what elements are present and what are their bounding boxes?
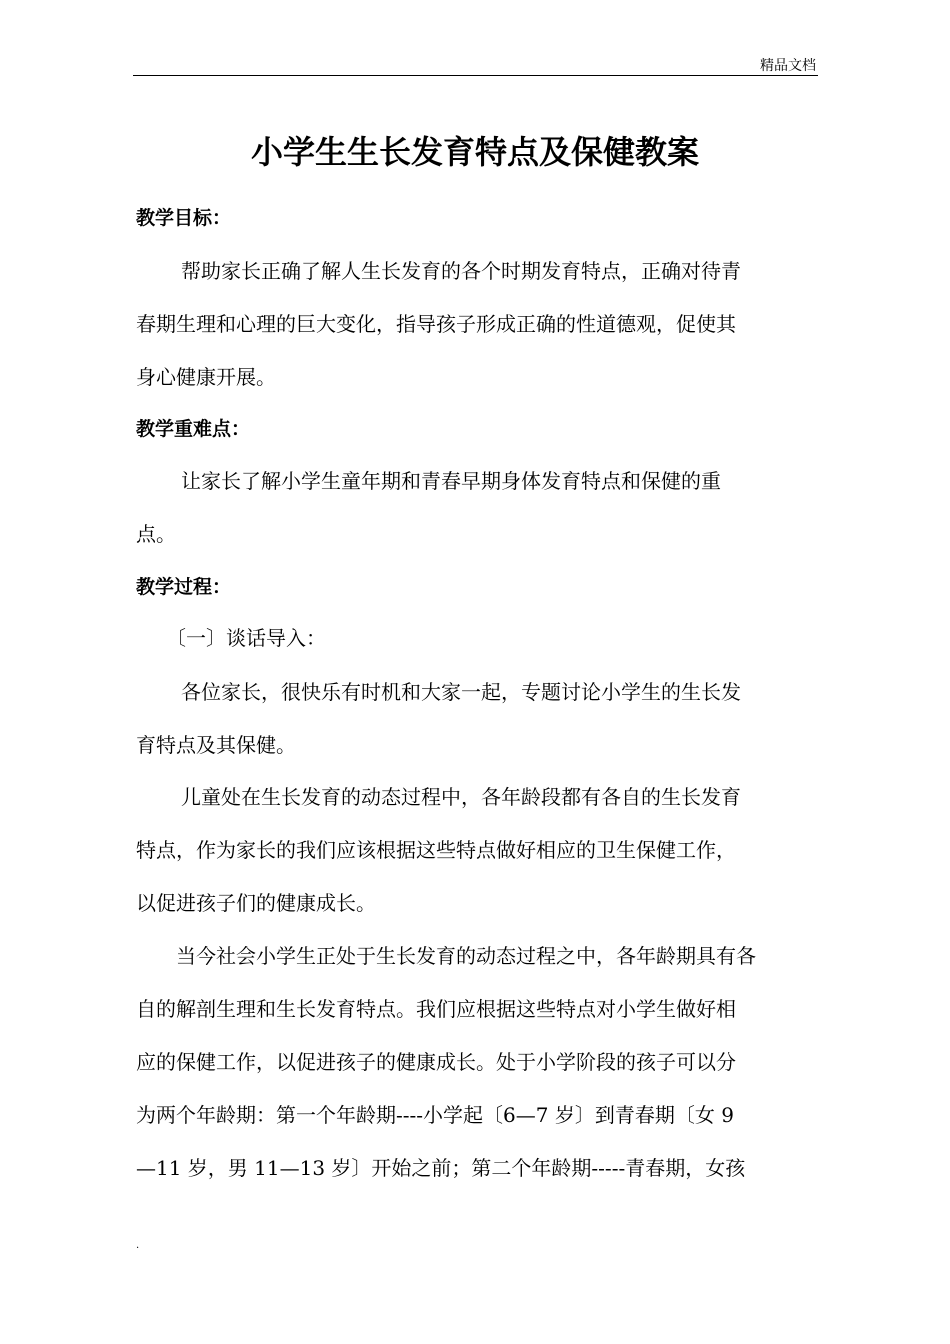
heading-key-points: 教学重难点： xyxy=(136,418,251,440)
intro-subheading: 〔一〕谈话导入： xyxy=(166,626,326,650)
para3-line-4: 为两个年龄期：第一个年龄期----小学起〔6—7 岁〕到青春期〔女 9 xyxy=(136,1103,734,1127)
para3-line-2: 自的解剖生理和生长发育特点。我们应根据这些特点对小学生做好相 xyxy=(136,997,736,1021)
header-rule xyxy=(133,75,818,76)
para2-line-1: 儿童处在生长发育的动态过程中，各年龄段都有各自的生长发育 xyxy=(181,785,741,809)
goals-line-3: 身心健康开展。 xyxy=(136,365,276,389)
para2-line-3: 以促进孩子们的健康成长。 xyxy=(136,891,376,915)
goals-line-2: 春期生理和心理的巨大变化，指导孩子形成正确的性道德观，促使其 xyxy=(136,312,736,336)
para3-line-5: —11 岁，男 11—13 岁〕开始之前；第二个年龄期-----青春期，女孩 xyxy=(136,1156,746,1180)
goals-line-1: 帮助家长正确了解人生长发育的各个时期发育特点，正确对待青 xyxy=(181,259,741,283)
para1-line-2: 育特点及其保健。 xyxy=(136,733,296,757)
heading-teaching-process: 教学过程： xyxy=(136,576,232,598)
heading-teaching-goals: 教学目标： xyxy=(136,207,232,229)
footer-mark: . xyxy=(136,1240,140,1251)
para3-line-1: 当今社会小学生正处于生长发育的动态过程之中，各年龄期具有各 xyxy=(176,944,756,968)
document-title: 小学生生长发育特点及保健教案 xyxy=(250,133,699,171)
para2-line-2: 特点，作为家长的我们应该根据这些特点做好相应的卫生保健工作， xyxy=(136,838,736,862)
key-line-2: 点。 xyxy=(136,522,176,546)
para3-line-3: 应的保健工作，以促进孩子的健康成长。处于小学阶段的孩子可以分 xyxy=(136,1050,736,1074)
key-line-1: 让家长了解小学生童年期和青春早期身体发育特点和保健的重 xyxy=(181,469,721,493)
para1-line-1: 各位家长，很快乐有时机和大家一起，专题讨论小学生的生长发 xyxy=(181,680,741,704)
page-header-label: 精品文档 xyxy=(760,58,816,74)
